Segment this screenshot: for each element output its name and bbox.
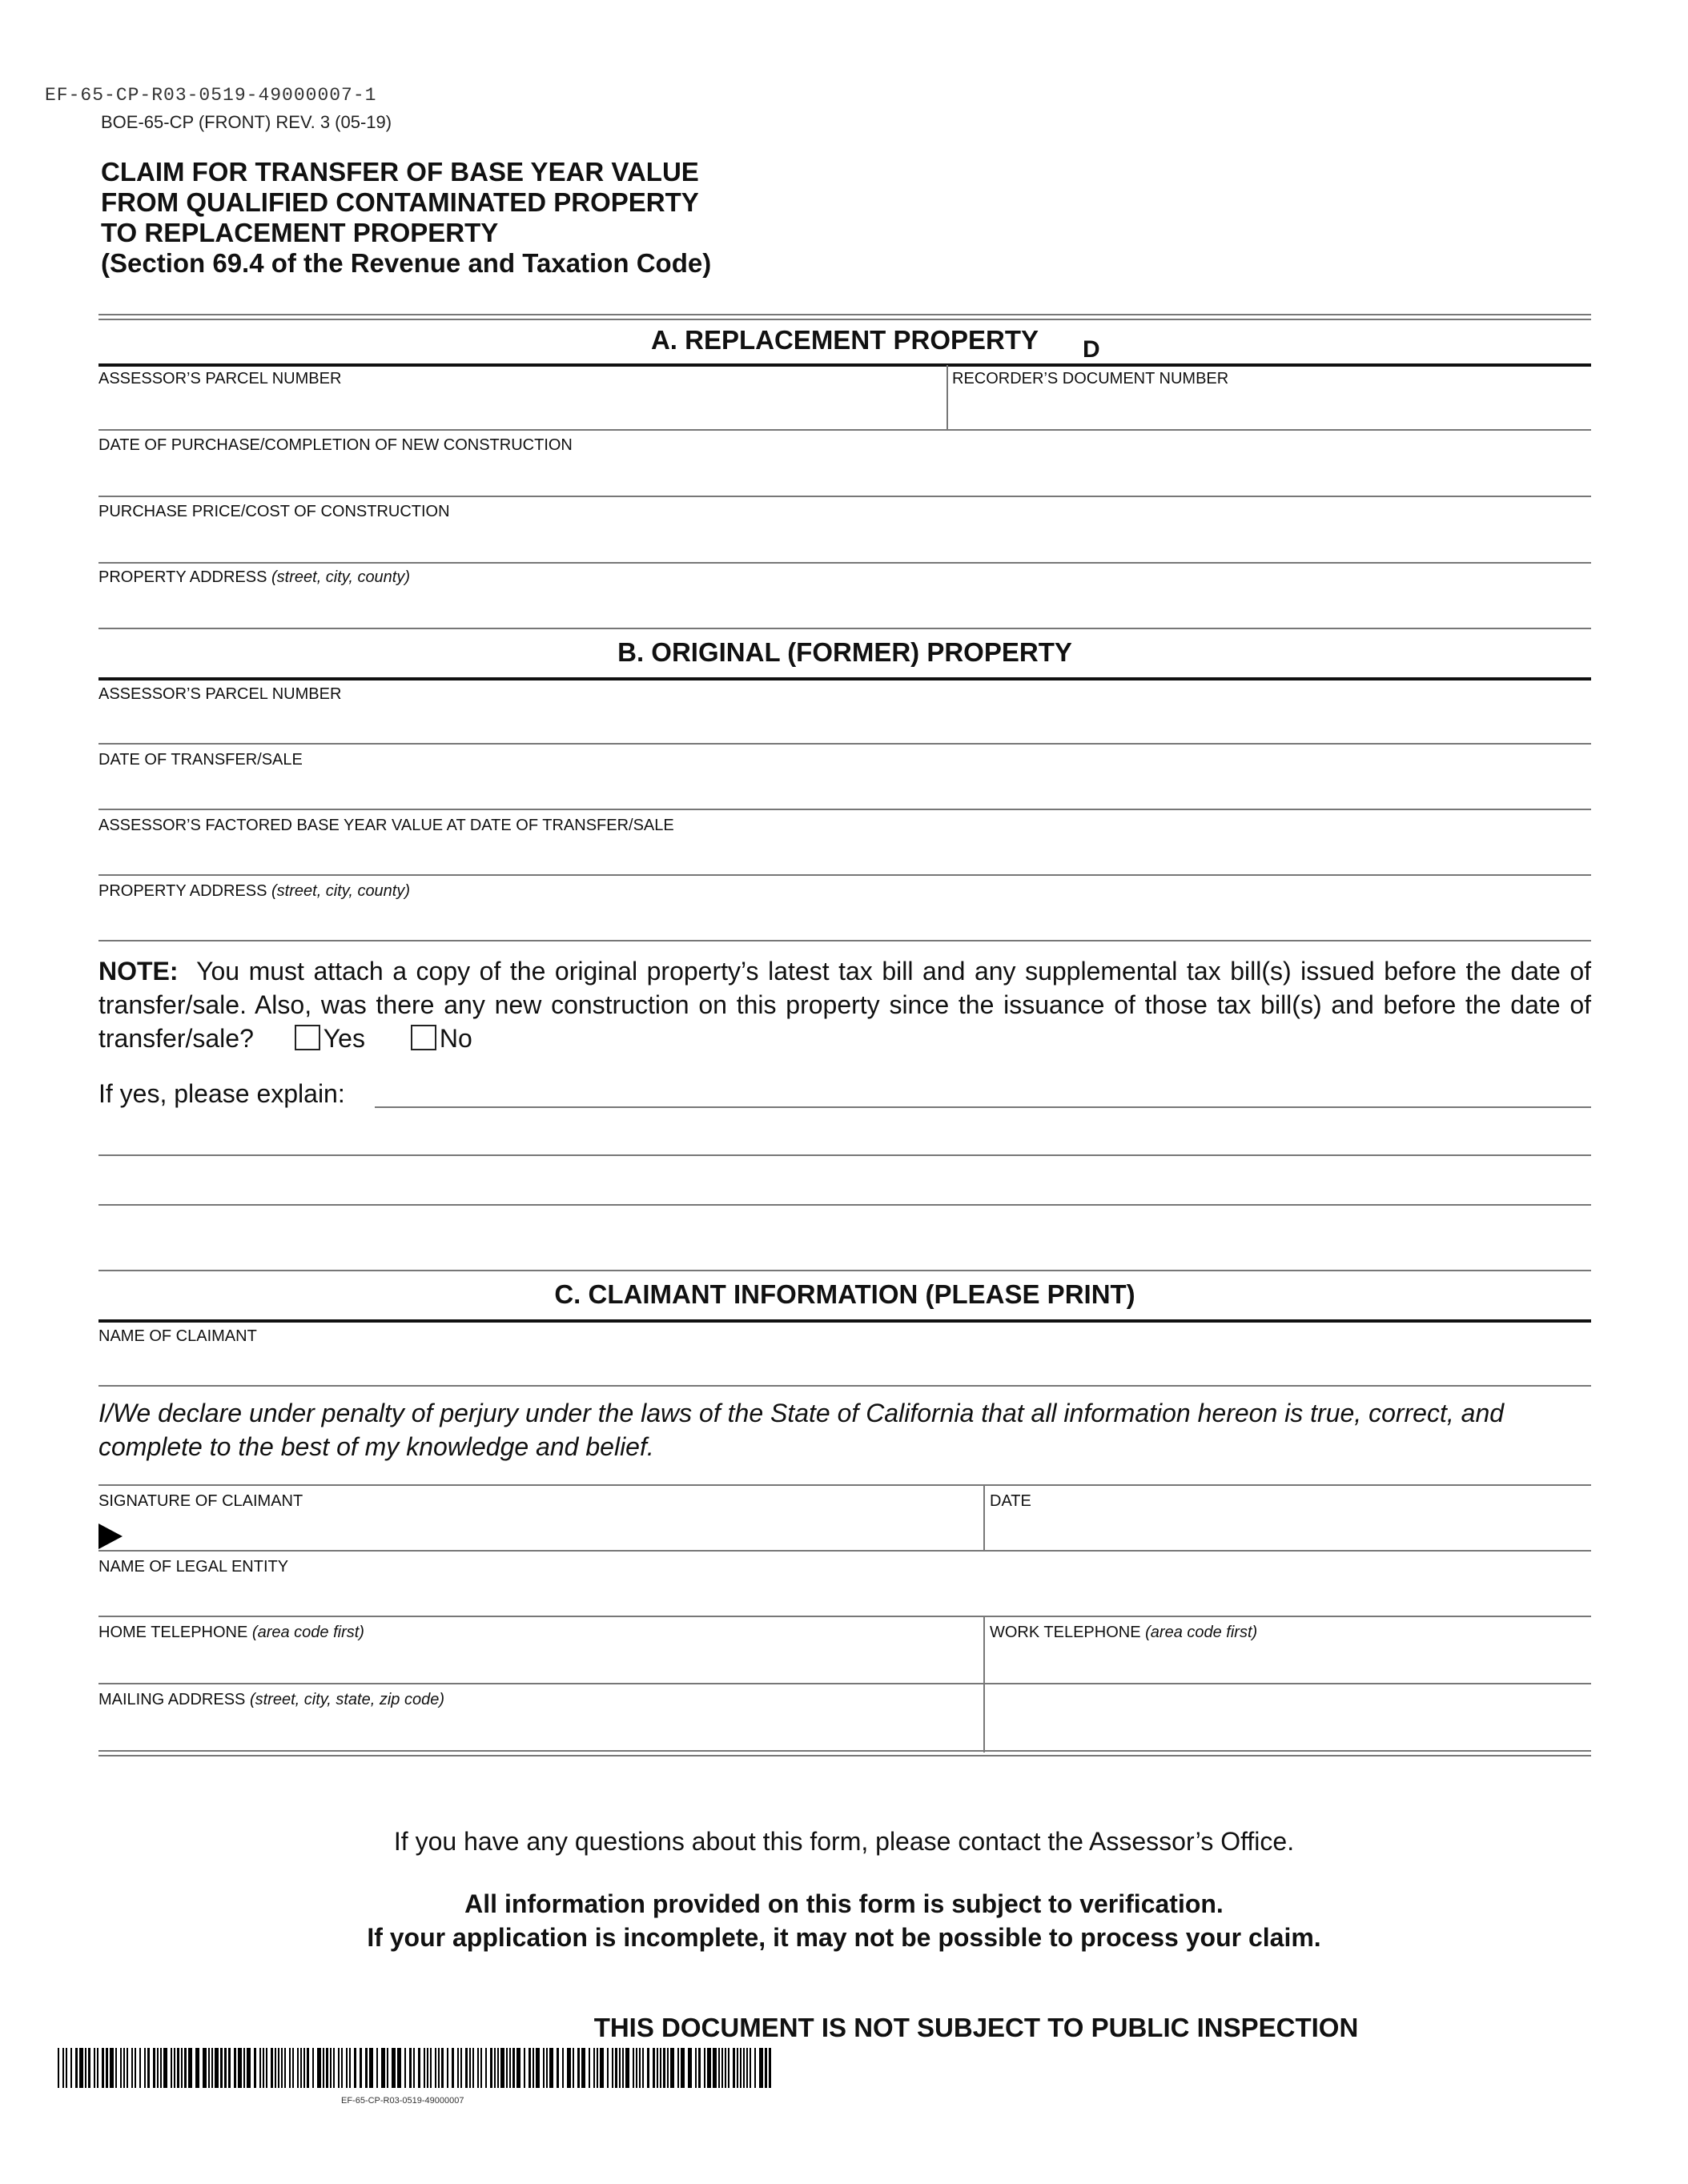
divider (98, 319, 1591, 320)
a-date-input[interactable] (98, 464, 1583, 493)
c-signature-input[interactable] (131, 1520, 975, 1548)
b-date-input[interactable] (98, 778, 1583, 807)
b-value-label: ASSESSOR’S FACTORED BASE YEAR VALUE AT DATE OF TRANSFER/SALE (98, 817, 674, 834)
divider (98, 562, 1591, 564)
b-apn-label: ASSESSOR’S PARCEL NUMBER (98, 685, 342, 703)
section-b-rule (98, 677, 1591, 680)
form-title-line-4: (Section 69.4 of the Revenue and Taxation Code) (101, 248, 712, 278)
divider (98, 1550, 1591, 1552)
signature-arrow-icon (98, 1524, 123, 1549)
c-home-phone-input[interactable] (98, 1651, 975, 1680)
divider (98, 1204, 1591, 1206)
explain-label: If yes, please explain: (98, 1079, 345, 1108)
yes-checkbox[interactable] (295, 1025, 320, 1050)
verification-text-1: All information provided on this form is subject to verification. (464, 1889, 1224, 1918)
divider (946, 365, 948, 429)
a-date-label: DATE OF PURCHASE/COMPLETION OF NEW CONSTRUCTION (98, 436, 573, 454)
b-address-input[interactable] (98, 909, 1583, 938)
b-address-label: PROPERTY ADDRESS (street, city, county) (98, 882, 411, 900)
note-paragraph (98, 954, 1591, 1055)
explain-input-1[interactable] (376, 1079, 1581, 1108)
c-name-label: NAME OF CLAIMANT (98, 1327, 257, 1345)
b-apn-input[interactable] (98, 713, 1583, 741)
declaration-text: I/We declare under penalty of perjury under the laws of the State of California that all information hereon is true, correct, and complete to the best of my knowledge and belief. (98, 1399, 1505, 1461)
c-home-phone-label: HOME TELEPHONE (area code first) (98, 1624, 364, 1641)
divider (98, 940, 1591, 941)
divider (98, 1484, 1591, 1486)
divider (375, 1106, 1591, 1108)
section-a-heading: A. REPLACEMENT PROPERTY (650, 325, 1039, 355)
section-a-rule (98, 363, 1591, 367)
barcode-text: EF-65-CP-R03-0519-49000007 (341, 2096, 464, 2106)
a-address-label: PROPERTY ADDRESS (street, city, county) (98, 568, 411, 586)
form-title-line-1: CLAIM FOR TRANSFER OF BASE YEAR VALUE (101, 157, 699, 187)
divider (98, 1616, 1591, 1617)
divider (983, 1485, 985, 1551)
c-mailing-input-2[interactable] (990, 1718, 1586, 1747)
a-address-input[interactable] (98, 596, 1583, 624)
a-recorder-label: RECORDER’S DOCUMENT NUMBER (952, 370, 1229, 387)
divider (98, 743, 1591, 745)
b-value-input[interactable] (98, 844, 1583, 873)
stray-mark: D (1083, 336, 1100, 363)
c-mailing-label: MAILING ADDRESS (street, city, state, zip code) (98, 1691, 444, 1708)
divider (98, 874, 1591, 876)
divider (983, 1616, 985, 1752)
yes-label: Yes (323, 1024, 365, 1053)
divider (98, 1270, 1591, 1271)
section-b-heading: B. ORIGINAL (FORMER) PROPERTY (617, 637, 1072, 667)
not-public-notice: THIS DOCUMENT IS NOT SUBJECT TO PUBLIC INSPECTION (593, 2013, 1359, 2042)
divider (98, 1683, 1591, 1684)
c-work-phone-label: WORK TELEPHONE (area code first) (990, 1624, 1258, 1641)
divider (98, 429, 1591, 431)
verification-text-2: If your application is incomplete, it may not be possible to process your claim. (367, 1923, 1321, 1952)
form-revision: BOE-65-CP (FRONT) REV. 3 (05-19) (101, 112, 392, 132)
a-apn-label: ASSESSOR’S PARCEL NUMBER (98, 370, 342, 387)
explain-input-2[interactable] (98, 1124, 1583, 1153)
c-date-input[interactable] (990, 1520, 1586, 1548)
note-prefix: NOTE: (98, 957, 179, 986)
c-entity-input[interactable] (98, 1585, 1583, 1614)
questions-text: If you have any questions about this form, please contact the Assessor’s Office. (393, 1827, 1295, 1856)
no-label: No (439, 1024, 472, 1053)
c-mailing-input[interactable] (98, 1718, 975, 1747)
divider (98, 809, 1591, 810)
section-c-rule (98, 1319, 1591, 1323)
section-c-heading: C. CLAIMANT INFORMATION (PLEASE PRINT) (554, 1279, 1135, 1309)
form-title-line-3: TO REPLACEMENT PROPERTY (101, 218, 499, 247)
barcode-icon (58, 2048, 778, 2088)
c-entity-label: NAME OF LEGAL ENTITY (98, 1558, 289, 1576)
divider (98, 1154, 1591, 1156)
c-name-input[interactable] (98, 1355, 1583, 1383)
divider (98, 628, 1591, 629)
form-code: EF-65-CP-R03-0519-49000007-1 (45, 85, 377, 106)
a-price-label: PURCHASE PRICE/COST OF CONSTRUCTION (98, 503, 450, 520)
a-apn-input[interactable] (98, 397, 934, 426)
divider (98, 1750, 1591, 1752)
explain-input-3[interactable] (98, 1174, 1583, 1202)
no-checkbox[interactable] (411, 1025, 436, 1050)
a-recorder-input[interactable] (952, 397, 1588, 426)
divider (98, 1755, 1591, 1756)
divider (98, 496, 1591, 497)
note-text: You must attach a copy of the original property’s latest tax bill and any supplemental tax bill(s) issued before the date of transfer/sale. Also, was there any new construction on this property since the issuance of those tax bill(s) and before the date of transfer/sale? (98, 957, 1592, 1053)
c-work-phone-input[interactable] (990, 1651, 1586, 1680)
b-date-label: DATE OF TRANSFER/SALE (98, 751, 303, 769)
a-price-input[interactable] (98, 530, 1583, 559)
form-title-line-2: FROM QUALIFIED CONTAMINATED PROPERTY (101, 187, 699, 217)
c-date-label: DATE (990, 1492, 1031, 1510)
divider (98, 1385, 1591, 1387)
divider (98, 314, 1591, 315)
c-signature-label: SIGNATURE OF CLAIMANT (98, 1492, 303, 1510)
